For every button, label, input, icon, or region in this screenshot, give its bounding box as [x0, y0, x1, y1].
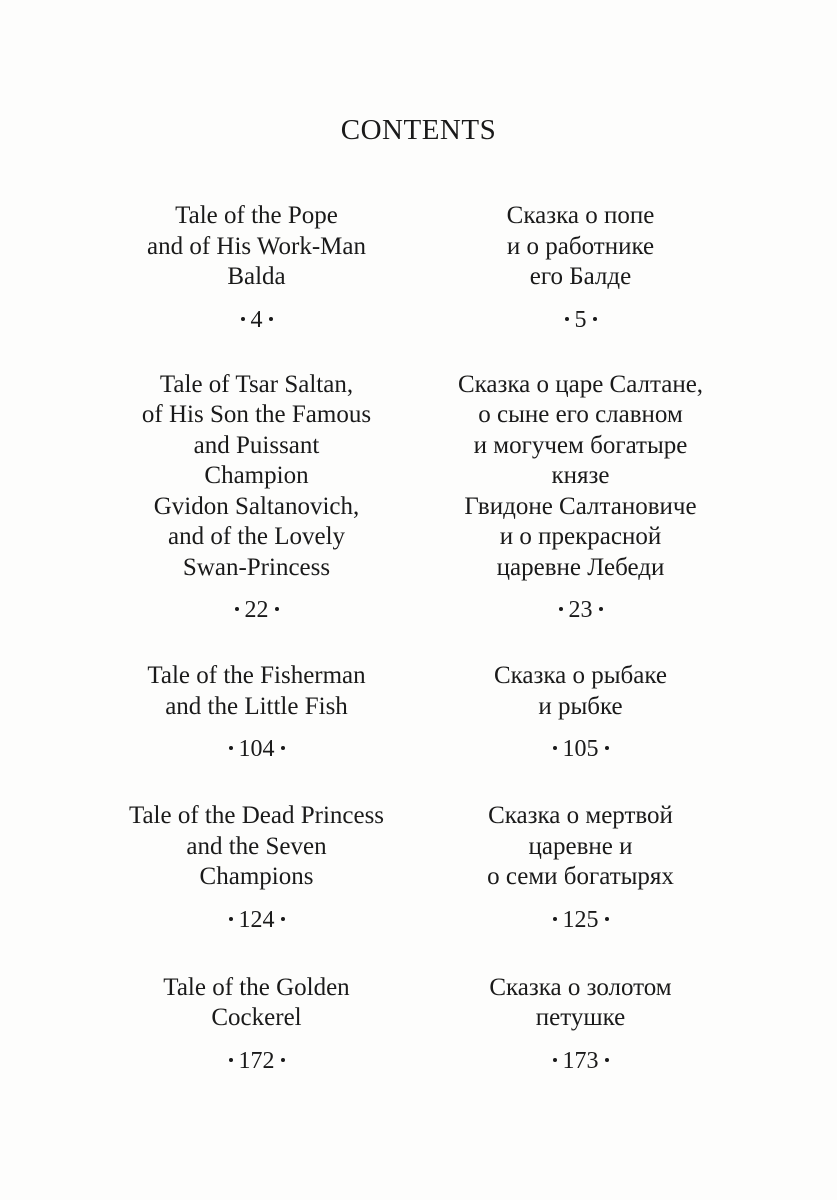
english-column [112, 370, 402, 626]
bullet-dot-icon [229, 746, 233, 750]
bullet-dot-icon [599, 607, 603, 611]
bullet-dot-icon [235, 607, 239, 611]
english-title: Tale of the Pope and of His Work-Man Balda [146, 202, 367, 290]
russian-column [436, 201, 726, 335]
english-page-number: 4 [112, 305, 402, 335]
toc-entry-3 [0, 661, 837, 764]
russian-title: Сказка о царе Салтане, о сыне его славном и могучем богатыре князе Гвидоне Салтановиче и о прекрасной царевне Лебеди [457, 370, 704, 581]
english-page-number: 104 [112, 734, 402, 764]
toc-entry-4 [0, 801, 837, 935]
bullet-dot-icon [229, 917, 233, 921]
russian-page-number: 173 [436, 1046, 726, 1076]
bullet-dot-icon [565, 317, 569, 321]
english-page-number: 124 [112, 905, 402, 935]
russian-page-number: 5 [436, 305, 726, 335]
bullet-dot-icon [275, 607, 279, 611]
bullet-dot-icon [553, 917, 557, 921]
russian-title: Сказка о мертвой царевне и о семи богатырях [487, 802, 674, 890]
russian-column [436, 370, 726, 626]
bullet-dot-icon [229, 1058, 233, 1062]
bullet-dot-icon [605, 917, 609, 921]
table-of-contents [0, 201, 837, 1076]
russian-title: Сказка о попе и о работнике его Балде [506, 202, 655, 290]
bullet-dot-icon [593, 317, 597, 321]
english-page-number: 22 [112, 595, 402, 625]
english-title: Tale of Tsar Saltan, of His Son the Famous and Puissant Champion Gvidon Saltanovich, and of the Lovely Swan-Princess [141, 370, 372, 581]
toc-entry-1 [0, 201, 837, 335]
english-title: Tale of the Golden Cockerel [163, 973, 350, 1031]
russian-title: Сказка о рыбаке и рыбке [493, 662, 667, 720]
russian-page-number: 125 [436, 905, 726, 935]
bullet-dot-icon [559, 607, 563, 611]
bullet-dot-icon [241, 317, 245, 321]
bullet-dot-icon [553, 1058, 557, 1062]
russian-page-number: 23 [436, 595, 726, 625]
russian-page-number: 105 [436, 734, 726, 764]
english-title: Tale of the Dead Princess and the Seven Champions [128, 802, 385, 890]
toc-entry-2 [0, 370, 837, 626]
russian-column [436, 801, 726, 935]
english-column [112, 661, 402, 764]
russian-column [436, 973, 726, 1076]
english-column [112, 973, 402, 1076]
english-column [112, 801, 402, 935]
bullet-dot-icon [281, 917, 285, 921]
bullet-dot-icon [605, 1058, 609, 1062]
english-page-number: 172 [112, 1046, 402, 1076]
bullet-dot-icon [605, 746, 609, 750]
bullet-dot-icon [269, 317, 273, 321]
bullet-dot-icon [281, 746, 285, 750]
english-title: Tale of the Fisherman and the Little Fish [147, 662, 366, 720]
russian-title: Сказка о золотом петушке [489, 973, 672, 1031]
russian-column [436, 661, 726, 764]
page-title: CONTENTS [340, 114, 497, 146]
toc-entry-5 [0, 973, 837, 1076]
bullet-dot-icon [553, 746, 557, 750]
english-column [112, 201, 402, 335]
bullet-dot-icon [281, 1058, 285, 1062]
